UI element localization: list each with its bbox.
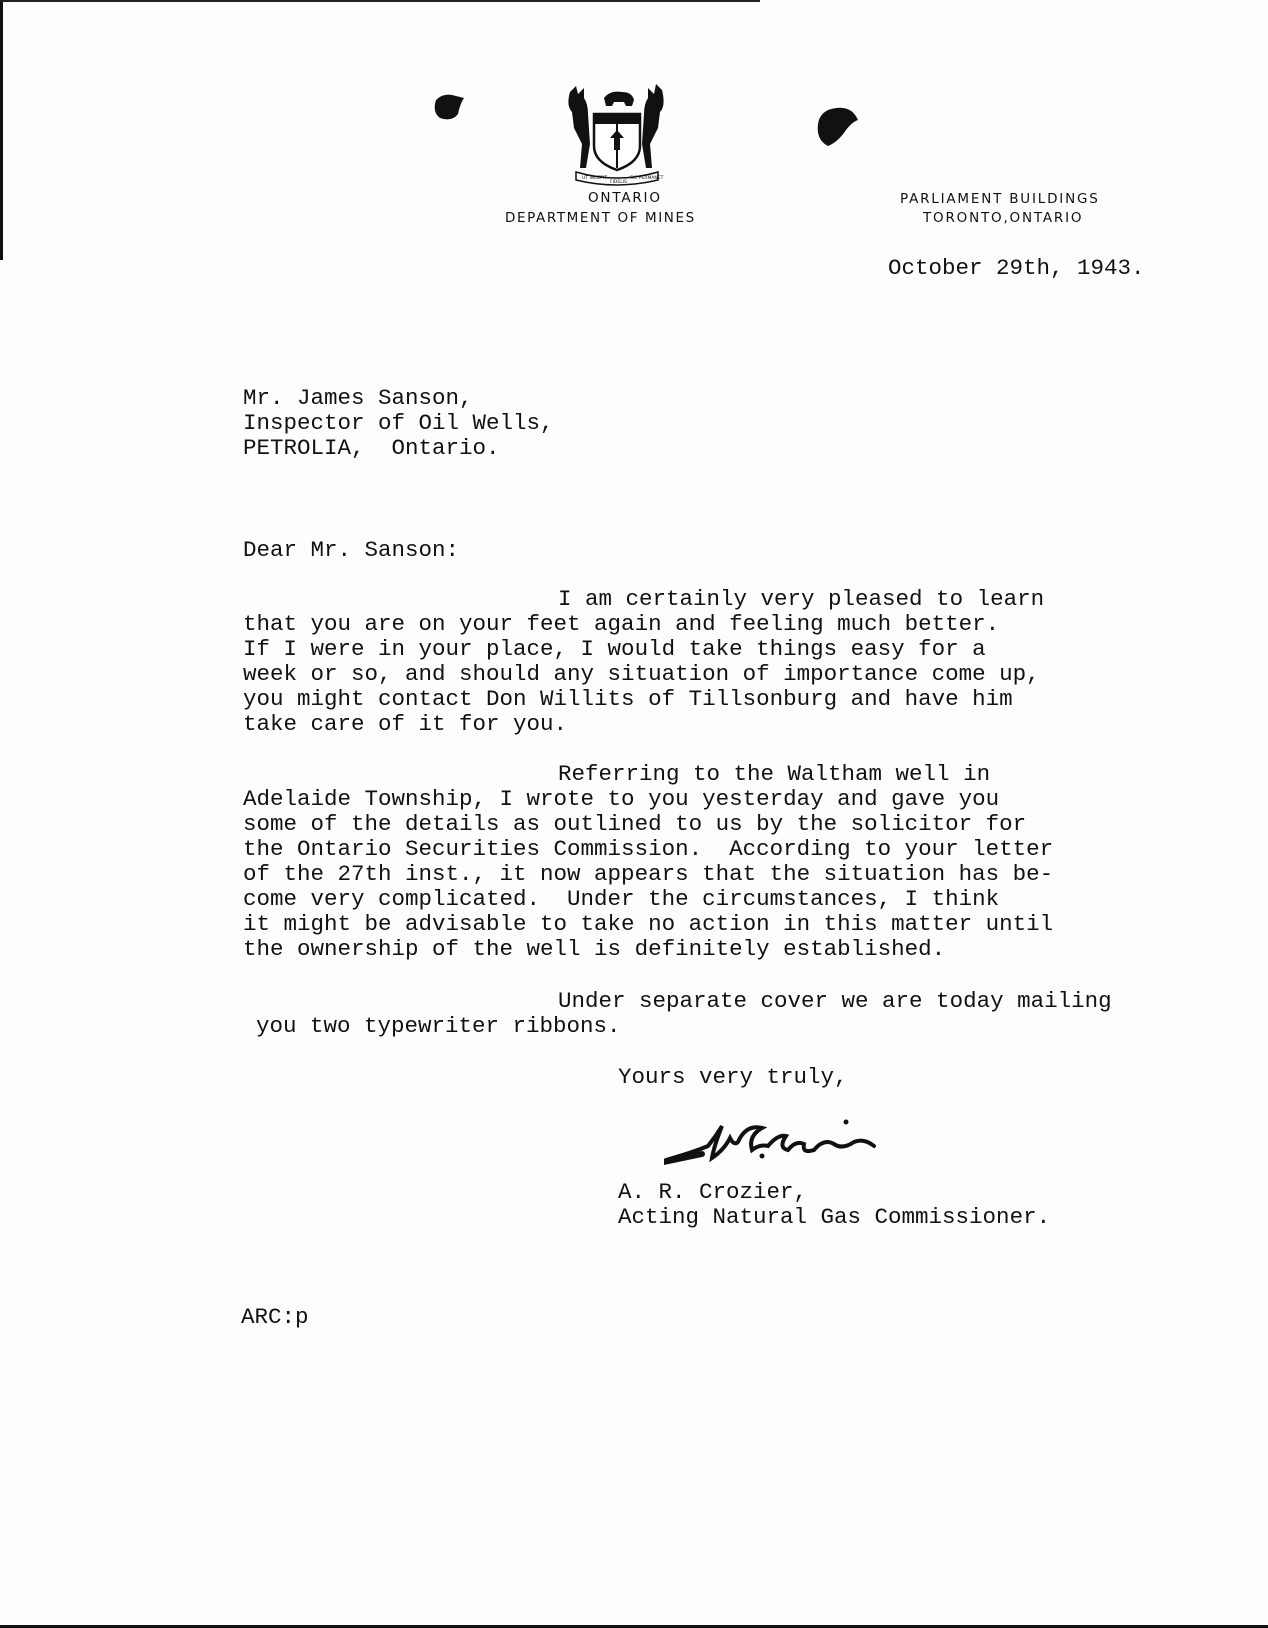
ink-blot-left (430, 90, 468, 126)
ontario-coat-of-arms-icon (562, 84, 672, 186)
letterhead-department: DEPARTMENT OF MINES (505, 210, 696, 226)
recipient-line: Mr. James Sanson, (243, 385, 473, 411)
paragraph1-line: you might contact Don Willits of Tillsonburg and have him (243, 686, 1013, 712)
letter-date: October 29th, 1943. (888, 255, 1145, 281)
letterhead-org: ONTARIO (588, 190, 662, 206)
recipient-line: PETROLIA, Ontario. (243, 435, 500, 461)
recipient-line: Inspector of Oil Wells, (243, 410, 554, 436)
paragraph2-line: of the 27th inst., it now appears that the situation has be- (243, 861, 1054, 887)
seal-motto-3: SIC PERMANET (630, 176, 664, 181)
letterhead-address-line1: PARLIAMENT BUILDINGS (900, 191, 1100, 207)
paragraph2-line: Referring to the Waltham well in (558, 761, 991, 787)
paragraph1-line: week or so, and should any situation of importance come up, (243, 661, 1040, 687)
signature-icon (664, 1116, 900, 1174)
paragraph2-line: it might be advisable to take no action in this matter until (243, 911, 1054, 937)
seal-motto-2: FIDELIS (610, 180, 627, 185)
signer-title: Acting Natural Gas Commissioner. (618, 1204, 1051, 1230)
paragraph2-line: the ownership of the well is definitely established. (243, 936, 946, 962)
ink-blot-right (812, 104, 862, 150)
signer-name: A. R. Crozier, (618, 1179, 808, 1205)
scan-edge-top (0, 0, 760, 2)
paragraph1-line: that you are on your feet again and feeling much better. (243, 611, 1000, 637)
seal-motto-1: UT INCEPIT (582, 176, 607, 181)
paragraph1-line: I am certainly very pleased to learn (558, 586, 1045, 612)
paragraph2-line: come very complicated. Under the circumstances, I think (243, 886, 1000, 912)
paragraph2-line: the Ontario Securities Commission. According to your letter (243, 836, 1054, 862)
signature-text: A.R. Crozier (664, 1116, 670, 1117)
closing: Yours very truly, (618, 1064, 848, 1090)
salutation: Dear Mr. Sanson: (243, 537, 460, 563)
paragraph1-line: take care of it for you. (243, 711, 568, 737)
paragraph2-line: Adelaide Township, I wrote to you yesterday and gave you (243, 786, 1000, 812)
paragraph2-line: some of the details as outlined to us by the solicitor for (243, 811, 1027, 837)
paragraph1-line: If I were in your place, I would take things easy for a (243, 636, 986, 662)
scan-edge-left (0, 0, 3, 260)
paragraph3-line: you two typewriter ribbons. (256, 1013, 621, 1039)
letterhead-address-line2: TORONTO,ONTARIO (923, 210, 1084, 226)
reference-initials: ARC:p (241, 1304, 309, 1330)
paragraph3-line: Under separate cover we are today mailing (558, 988, 1112, 1014)
